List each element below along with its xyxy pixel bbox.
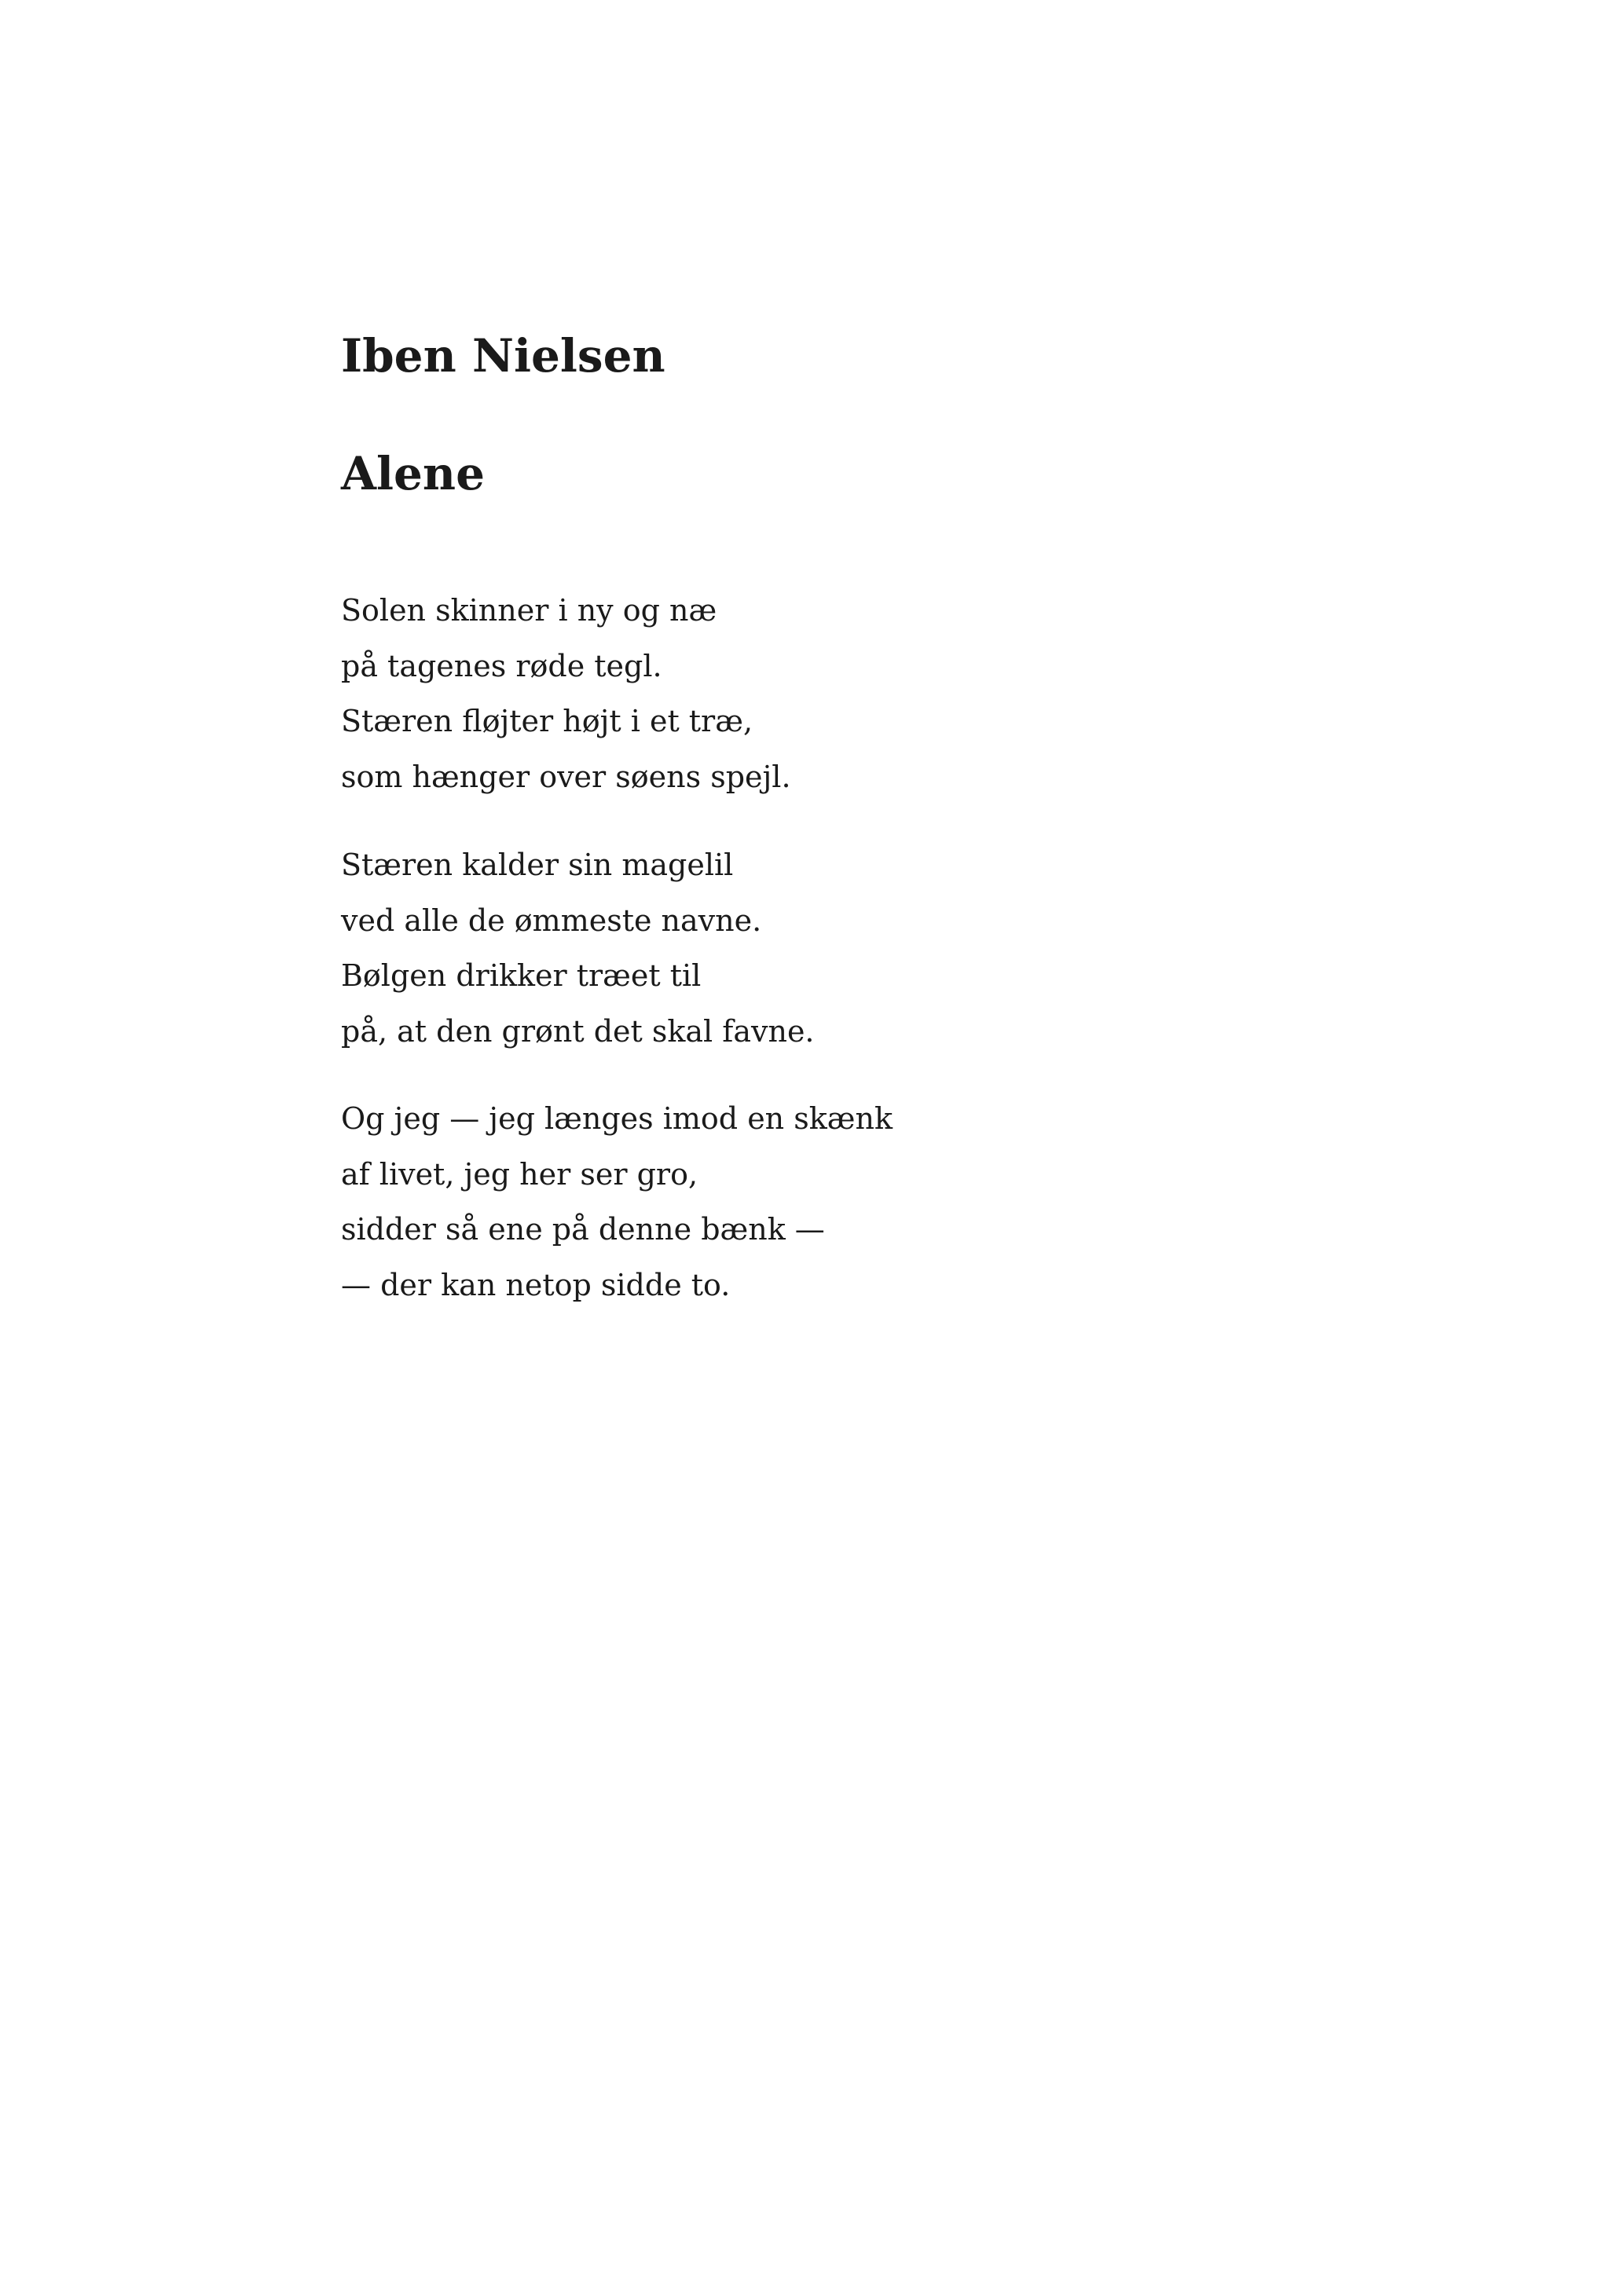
poem-line: på tagenes røde tegl.: [341, 648, 662, 683]
poem-line: Stæren kalder sin magelil: [341, 848, 734, 882]
stanza-2: [341, 837, 815, 1059]
poem-line: ved alle de ømmeste navne.: [341, 903, 762, 938]
poem-line: af livet, jeg her ser gro,: [341, 1156, 698, 1192]
stanza-3: [341, 1091, 893, 1313]
poem-line: Og jeg — jeg længes imod en skænk: [341, 1101, 893, 1136]
poem-line: — der kan netop sidde to.: [341, 1267, 731, 1302]
poem-line: Bølgen drikker træet til: [341, 958, 702, 993]
poem-line: på, at den grønt det skal favne.: [341, 1013, 815, 1049]
poem-line: Stæren fløjter højt i et træ,: [341, 704, 753, 738]
poem-line: Solen skinner i ny og næ: [341, 593, 717, 628]
author-name: Iben Nielsen: [341, 329, 665, 383]
poem-line: som hænger over søens spejl.: [341, 759, 791, 794]
poem-title: Alene: [341, 447, 486, 500]
poem-line: sidder så ene på denne bænk —: [341, 1212, 825, 1247]
stanza-1: [341, 583, 791, 804]
